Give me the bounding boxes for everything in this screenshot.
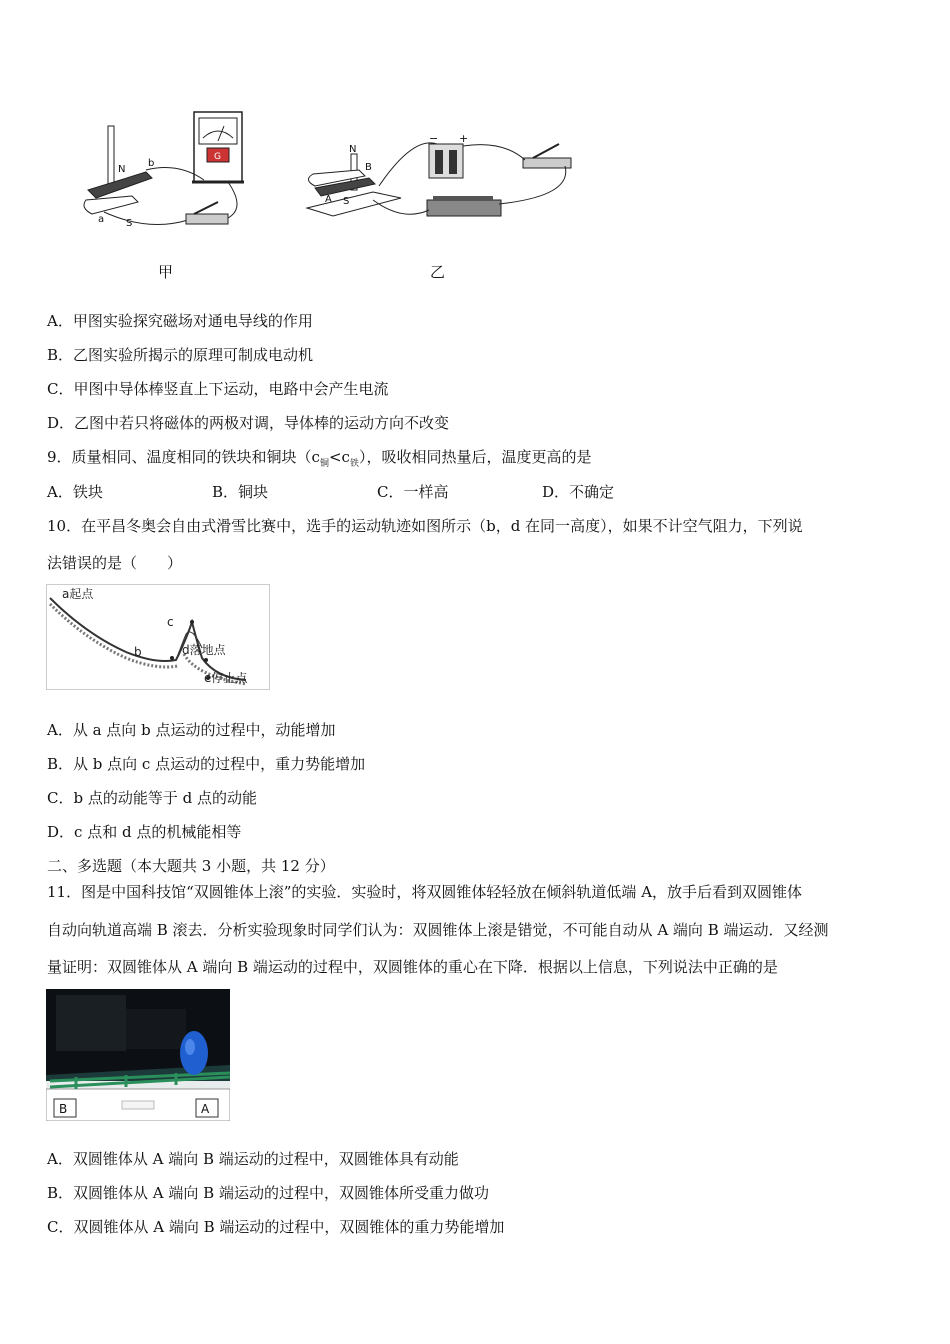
ski-trajectory-figure: [46, 584, 270, 690]
q9-option-a: A．铁块: [47, 483, 103, 501]
galvanometer-label: G: [214, 152, 221, 162]
q11-stem-line1: 11．图是中国科技馆“双圆锥体上滚”的实验．实验时，将双圆锥体轻轻放在倾斜轨道低端 A，放手后看到双圆锥体: [47, 883, 803, 901]
q11-stem-line3: 量证明：双圆锥体从 A 端向 B 端运动的过程中，双圆锥体的重心在下降．根据以上信息，下列说法中正确的是: [47, 958, 778, 976]
q11-option-c: C．双圆锥体从 A 端向 B 端运动的过程中，双圆锥体的重力势能增加: [47, 1218, 505, 1236]
q9-stem-pre: 9．质量相同、温度相同的铁块和铜块（c: [47, 448, 320, 466]
battery-plus-label: +: [459, 132, 469, 145]
q11-option-b: B．双圆锥体从 A 端向 B 端运动的过程中，双圆锥体所受重力做功: [47, 1184, 489, 1202]
q8-option-c: C．甲图中导体棒竖直上下运动，电路中会产生电流: [47, 380, 389, 398]
q9-option-d: D．不确定: [542, 483, 615, 501]
q9-stem-post: ），吸收相同热量后，温度更高的是: [358, 448, 592, 466]
q9-sub-fe: 铁: [349, 459, 359, 469]
q9-option-c: C．一样高: [377, 483, 449, 501]
q9-stem: [47, 447, 591, 474]
q11-option-a: A．双圆锥体从 A 端向 B 端运动的过程中，双圆锥体具有动能: [47, 1150, 459, 1168]
photo-label-a: A: [201, 1102, 210, 1116]
yi-rod-b-label: B: [365, 162, 372, 173]
double-cone-photo: [46, 989, 230, 1121]
q9-option-b: B．铜块: [212, 483, 269, 501]
q11-stem-line2: 自动向轨道高端 B 滚去．分析实验现象时同学们认为：双圆锥体上滚是错觉，不可能自动从 A 端向 B 端运动．又经测: [47, 921, 829, 939]
q10-option-b: B．从 b 点向 c 点运动的过程中，重力势能增加: [47, 755, 366, 773]
ski-label-a: a起点: [62, 587, 94, 601]
q8-option-b: B．乙图实验所揭示的原理可制成电动机: [47, 346, 314, 364]
q10-option-d: D．c 点和 d 点的机械能相等: [47, 823, 242, 841]
q8-option-d: D．乙图中若只将磁体的两极对调，导体棒的运动方向不改变: [47, 414, 450, 432]
q10-option-a: A．从 a 点向 b 点运动的过程中，动能增加: [47, 721, 336, 739]
section-2-heading: 二、多选题（本大题共 3 小题，共 12 分）: [47, 857, 335, 875]
magnet-s-label: S: [126, 218, 133, 229]
ski-label-b: b: [134, 645, 142, 659]
yi-magnet-s-label: S: [343, 196, 350, 207]
rod-a-label: a: [98, 214, 105, 225]
magnet-n-label: N: [118, 164, 126, 175]
ski-label-d: d落地点: [182, 643, 226, 657]
q10-stem-line1: 10．在平昌冬奥会自由式滑雪比赛中，选手的运动轨迹如图所示（b，d 在同一高度），如果不计空气阻力，下列说: [47, 517, 803, 535]
ski-label-c: c: [167, 615, 174, 629]
q8-option-a: A．甲图实验探究磁场对通电导线的作用: [47, 312, 313, 330]
figure-yi-caption: 乙: [430, 263, 446, 281]
q9-stem-mid: <c: [328, 448, 350, 466]
q10-option-c: C．b 点的动能等于 d 点的动能: [47, 789, 257, 807]
figure-jia-caption: 甲: [158, 263, 174, 281]
yi-magnet-n-label: N: [349, 144, 357, 155]
rod-b-label: b: [148, 158, 155, 169]
figure-yi: [303, 130, 581, 234]
q9-sub-cu: 铜: [319, 459, 329, 469]
q10-stem-line2: 法错误的是（ ）: [47, 554, 183, 572]
figure-jia: [78, 108, 248, 236]
photo-label-b: B: [59, 1102, 68, 1116]
battery-minus-label: −: [429, 132, 439, 145]
ski-label-e: e停止点: [204, 671, 248, 685]
yi-rod-a-label: A: [325, 194, 332, 205]
